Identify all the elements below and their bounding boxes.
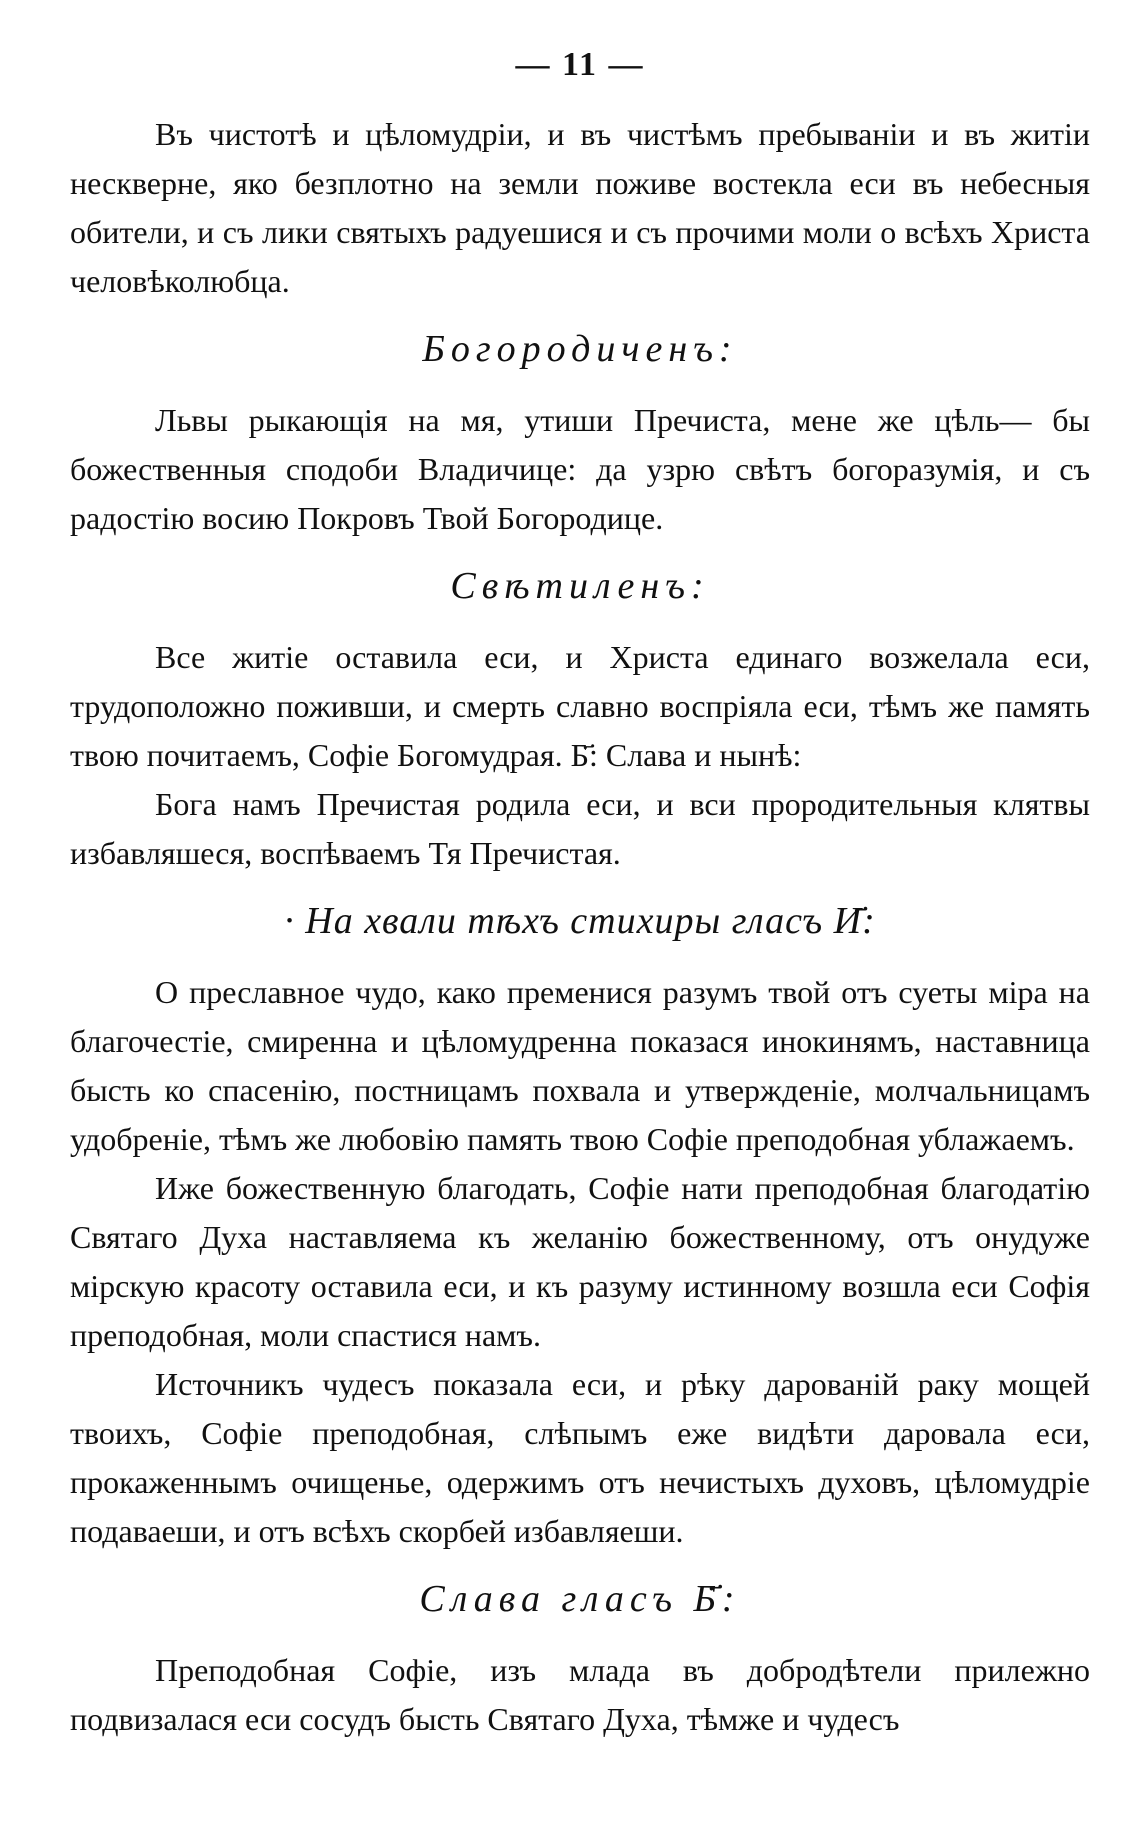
paragraph: Иже божественную благодать, Софіе нати преподобная благодатію Святаго Духа наставляема къ желанію божественному, отъ онудуже мірскую красоту оставила еси, и къ разуму истинному возшла еси Софія преподобная, моли спастися намъ.	[70, 1170, 1090, 1353]
paragraph: Источникъ чудесъ показала еси, и рѣку дарованій раку мощей твоихъ, Софіе преподобная, слѣпымъ еже видѣти даровала еси, прокаженнымъ очищенье, одержимъ отъ нечистыхъ духовъ, цѣломудріе подаваеши, и отъ всѣхъ скорбей избавляеши.	[70, 1366, 1090, 1549]
document-page	[70, 40, 1090, 1744]
section-heading: Богородиченъ:	[422, 328, 738, 370]
page-number: — 11 —	[515, 46, 645, 83]
paragraph: Бога намъ Пречистая родила еси, и вси прородительныя клятвы избавляшеся, воспѣваемъ Тя Пречистая.	[70, 786, 1090, 871]
paragraph: О преславное чудо, како пременися разумъ твой отъ суеты міра на благочестіе, смиренна и цѣломудренна показася инокинямъ, наставница бысть ко спасенію, постницамъ похвала и утвержденіе, молчальницамъ удобреніе, тѣмъ же любовію память твою Софіе преподобная ублажаемъ.	[70, 974, 1090, 1157]
paragraph: Преподобная Софіе, изъ млада въ добродѣтели прилежно подвизалася еси сосудъ бысть Святаго Духа, тѣмже и чудесъ	[70, 1652, 1090, 1737]
section-heading: Свѣтиленъ:	[450, 565, 710, 607]
paragraph: Все житіе оставила еси, и Христа единаго возжелала еси, трудоположно поживши, и смерть славно воспріяла еси, тѣмъ же память твою почитаемъ, Софіе Богомудрая. Б҃: Слава и нынѣ:	[70, 639, 1090, 773]
paragraph: Въ чистотѣ и цѣломудріи, и въ чистѣмъ пребываніи и въ житіи нескверне, яко безплотно на земли поживе востекла еси въ небесныя обители, и съ лики святыхъ радуешися и съ прочими моли о всѣхъ Христа человѣколюбца.	[70, 116, 1090, 299]
paragraph: Львы рыкающія на мя, утиши Пречиста, мене же цѣль— бы божественныя сподоби Владичице: да узрю свѣтъ богоразумія, и съ радостію восию Покровъ Твой Богородице.	[70, 402, 1090, 536]
section-heading: · На хвали тѣхъ стихиры гласъ И҃:	[284, 900, 876, 942]
section-heading: Слава гласъ Б҃:	[419, 1578, 741, 1620]
